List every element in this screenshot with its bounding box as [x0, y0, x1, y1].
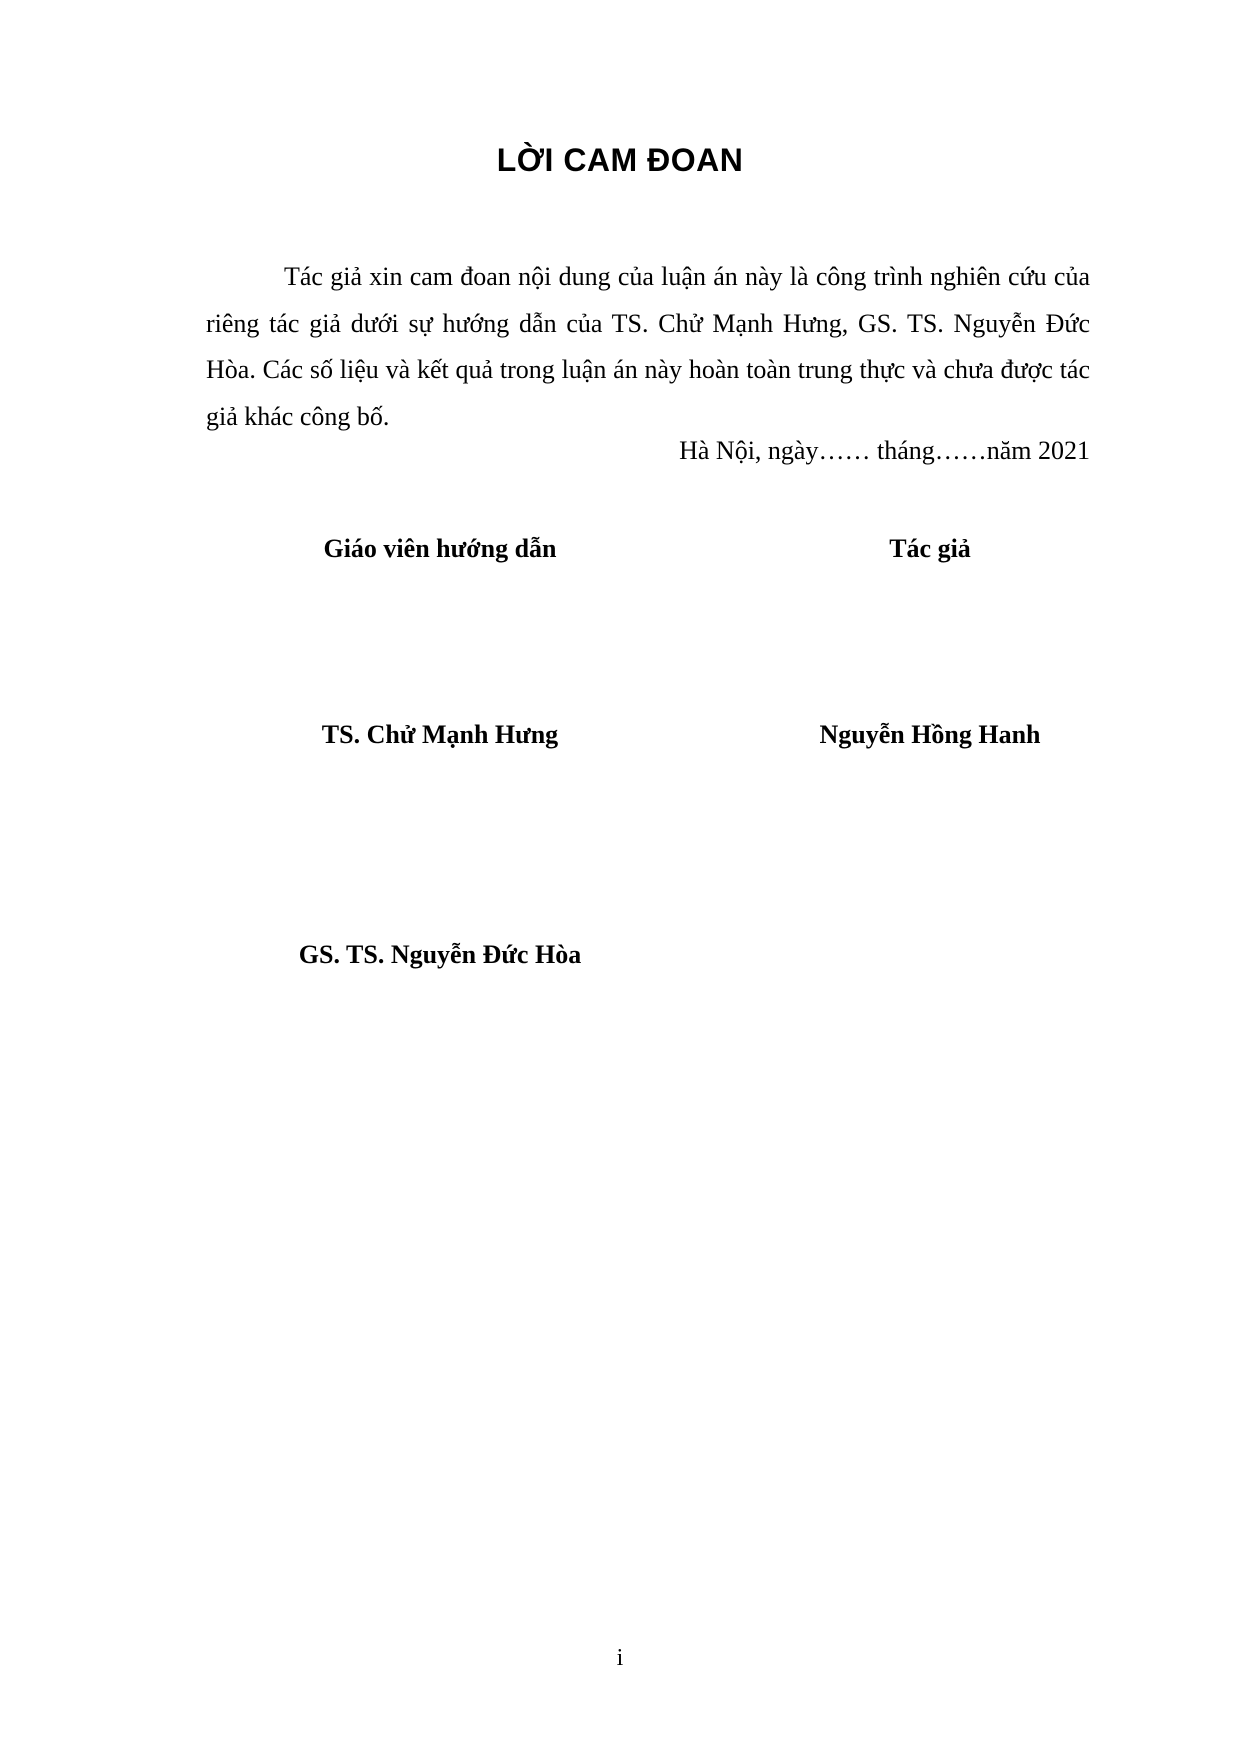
- supervisor-heading: Giáo viên hướng dẫn: [323, 534, 557, 563]
- author-name: Nguyễn Hồng Hanh: [819, 720, 1041, 749]
- declaration-paragraph: Tác giả xin cam đoan nội dung của luận án này là công trình nghiên cứu của riêng tác giả dưới sự hướng dẫn của TS. Chử Mạnh Hưng, GS. TS. Nguyễn Đức Hòa. Các số liệu và kết quả trong luận án này hoàn toàn trung thực và chưa được tác giả khác công bố.: [206, 262, 1090, 431]
- date-line: Hà Nội, ngày…… tháng……năm 2021: [679, 436, 1090, 465]
- page-number: i: [616, 1645, 624, 1671]
- supervisor-2-name: GS. TS. Nguyễn Đức Hòa: [298, 940, 582, 969]
- supervisor-1-name: TS. Chử Mạnh Hưng: [321, 720, 559, 749]
- page-title: LỜI CAM ĐOAN: [496, 142, 744, 178]
- author-heading: Tác giả: [889, 534, 971, 563]
